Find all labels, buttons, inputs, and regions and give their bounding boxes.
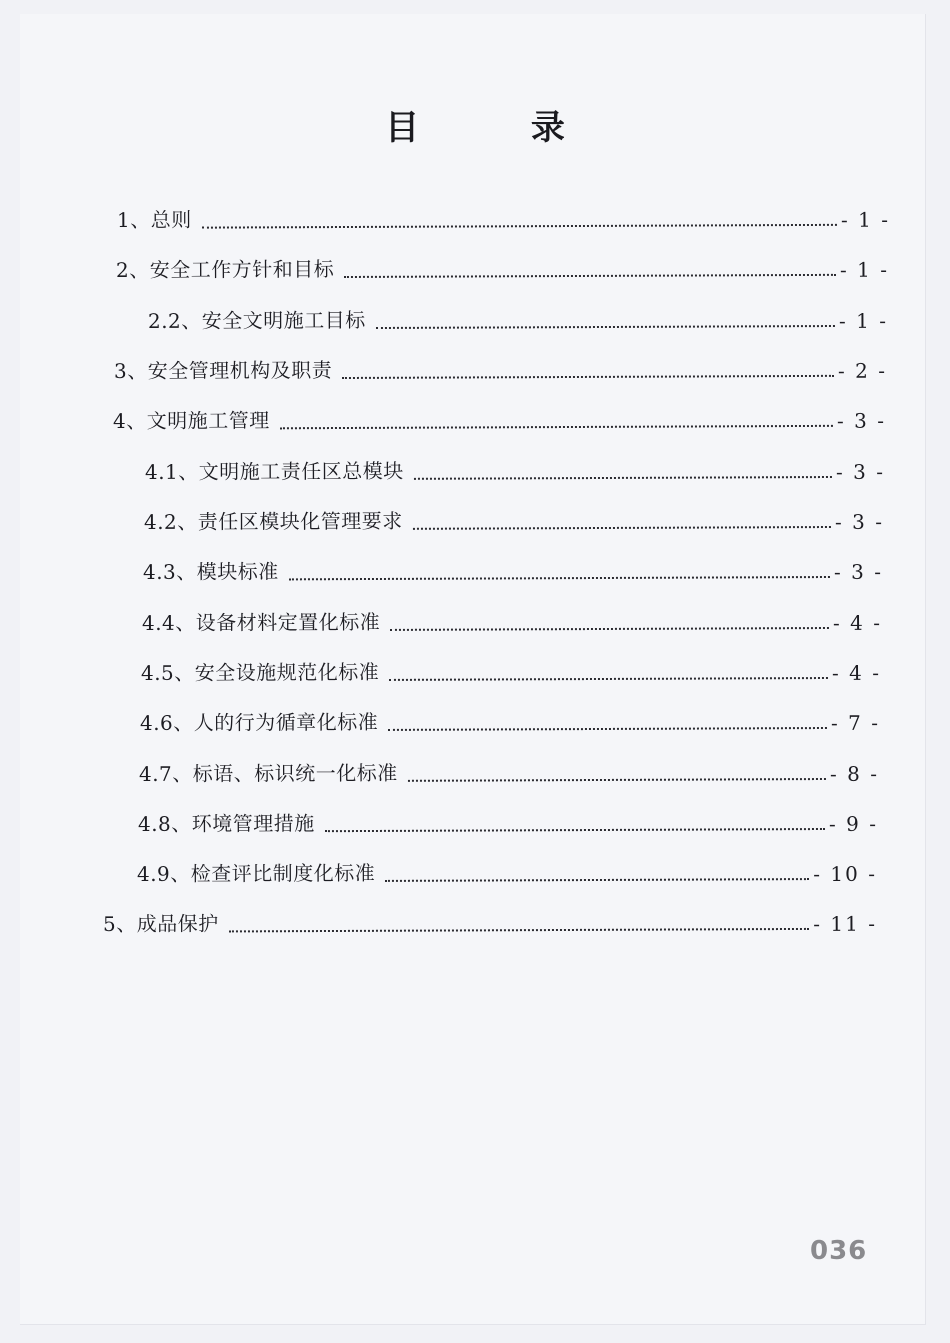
toc-entry-page: - 10 - xyxy=(813,861,877,887)
toc-entry-label: 4.8、环境管理措施 xyxy=(137,811,315,836)
toc-leader-dots xyxy=(342,374,834,379)
toc-entry xyxy=(138,806,878,839)
toc-entry-label: 4.5、安全设施规范化标准 xyxy=(140,659,380,685)
toc-entry-page: - 3 - xyxy=(833,559,883,584)
toc-leader-dots xyxy=(289,575,830,580)
toc-leader-dots xyxy=(389,676,828,681)
toc-entry xyxy=(114,353,887,386)
toc-leader-dots xyxy=(376,324,835,329)
toc-entry-label: 4.9、检查评比制度化标准 xyxy=(136,860,376,886)
toc-entry-label: 5、成品保护 xyxy=(102,911,219,936)
toc-entry-page: - 3 - xyxy=(836,408,886,433)
toc-title: 目 录 xyxy=(385,108,615,148)
toc-entry-page: - 11 - xyxy=(813,911,877,936)
toc-leader-dots xyxy=(385,877,809,882)
toc-entry-page: - 4 - xyxy=(832,610,882,635)
toc-entry xyxy=(117,202,890,235)
toc-entry xyxy=(137,856,877,889)
page-number-stamp: 036 xyxy=(810,1236,868,1266)
toc-leader-dots xyxy=(388,726,827,731)
toc-entry-page: - 4 - xyxy=(831,660,881,685)
toc-entry-page: - 7 - xyxy=(830,710,880,735)
toc-leader-dots xyxy=(202,223,837,229)
toc-entry-label: 2.2、安全文明施工目标 xyxy=(147,308,366,334)
toc-entry-label: 1、总则 xyxy=(116,207,192,233)
toc-entry-page: - 1 - xyxy=(838,308,888,333)
toc-leader-dots xyxy=(280,424,833,429)
toc-entry-page: - 8 - xyxy=(829,761,879,786)
toc-entry xyxy=(142,605,882,638)
toc-entry xyxy=(145,454,885,487)
toc-entry-page: - 1 - xyxy=(840,207,890,232)
toc-entry-page: - 2 - xyxy=(837,358,887,383)
toc-entry xyxy=(113,403,886,436)
toc-entry-page: - 3 - xyxy=(834,509,884,534)
toc-entry-label: 4.3、模块标准 xyxy=(142,559,279,584)
toc-leader-dots xyxy=(325,827,825,832)
toc-entry xyxy=(148,303,888,336)
toc-entry xyxy=(103,906,877,939)
toc-leader-dots xyxy=(413,525,831,530)
toc-leader-dots xyxy=(344,273,836,278)
toc-entry xyxy=(139,756,879,789)
toc-entry-page: - 9 - xyxy=(828,811,878,836)
toc-leader-dots xyxy=(229,927,810,933)
toc-entry-label: 4.1、文明施工责任区总模块 xyxy=(144,458,404,485)
toc-entry-label: 4、文明施工管理 xyxy=(112,408,270,434)
toc-entry xyxy=(144,504,884,537)
toc-entry-label: 3、安全管理机构及职责 xyxy=(113,358,333,384)
toc-entry xyxy=(141,655,881,688)
toc-entry-label: 2、安全工作方针和目标 xyxy=(115,257,335,283)
toc-entry-page: - 1 - xyxy=(839,257,889,282)
toc-entry-label: 4.7、标语、标识统一化标准 xyxy=(138,760,398,786)
toc-entry-label: 4.2、责任区模块化管理要求 xyxy=(143,508,403,534)
toc-entry xyxy=(143,554,883,587)
toc-leader-dots xyxy=(414,475,832,480)
toc-leader-dots xyxy=(408,777,826,782)
toc-entry xyxy=(116,252,889,285)
toc-entry-label: 4.6、人的行为循章化标准 xyxy=(139,709,379,735)
toc-entry-page: - 3 - xyxy=(835,459,885,484)
toc-leader-dots xyxy=(390,626,829,631)
toc-entry-label: 4.4、设备材料定置化标准 xyxy=(141,609,381,635)
toc-entry xyxy=(140,705,880,738)
